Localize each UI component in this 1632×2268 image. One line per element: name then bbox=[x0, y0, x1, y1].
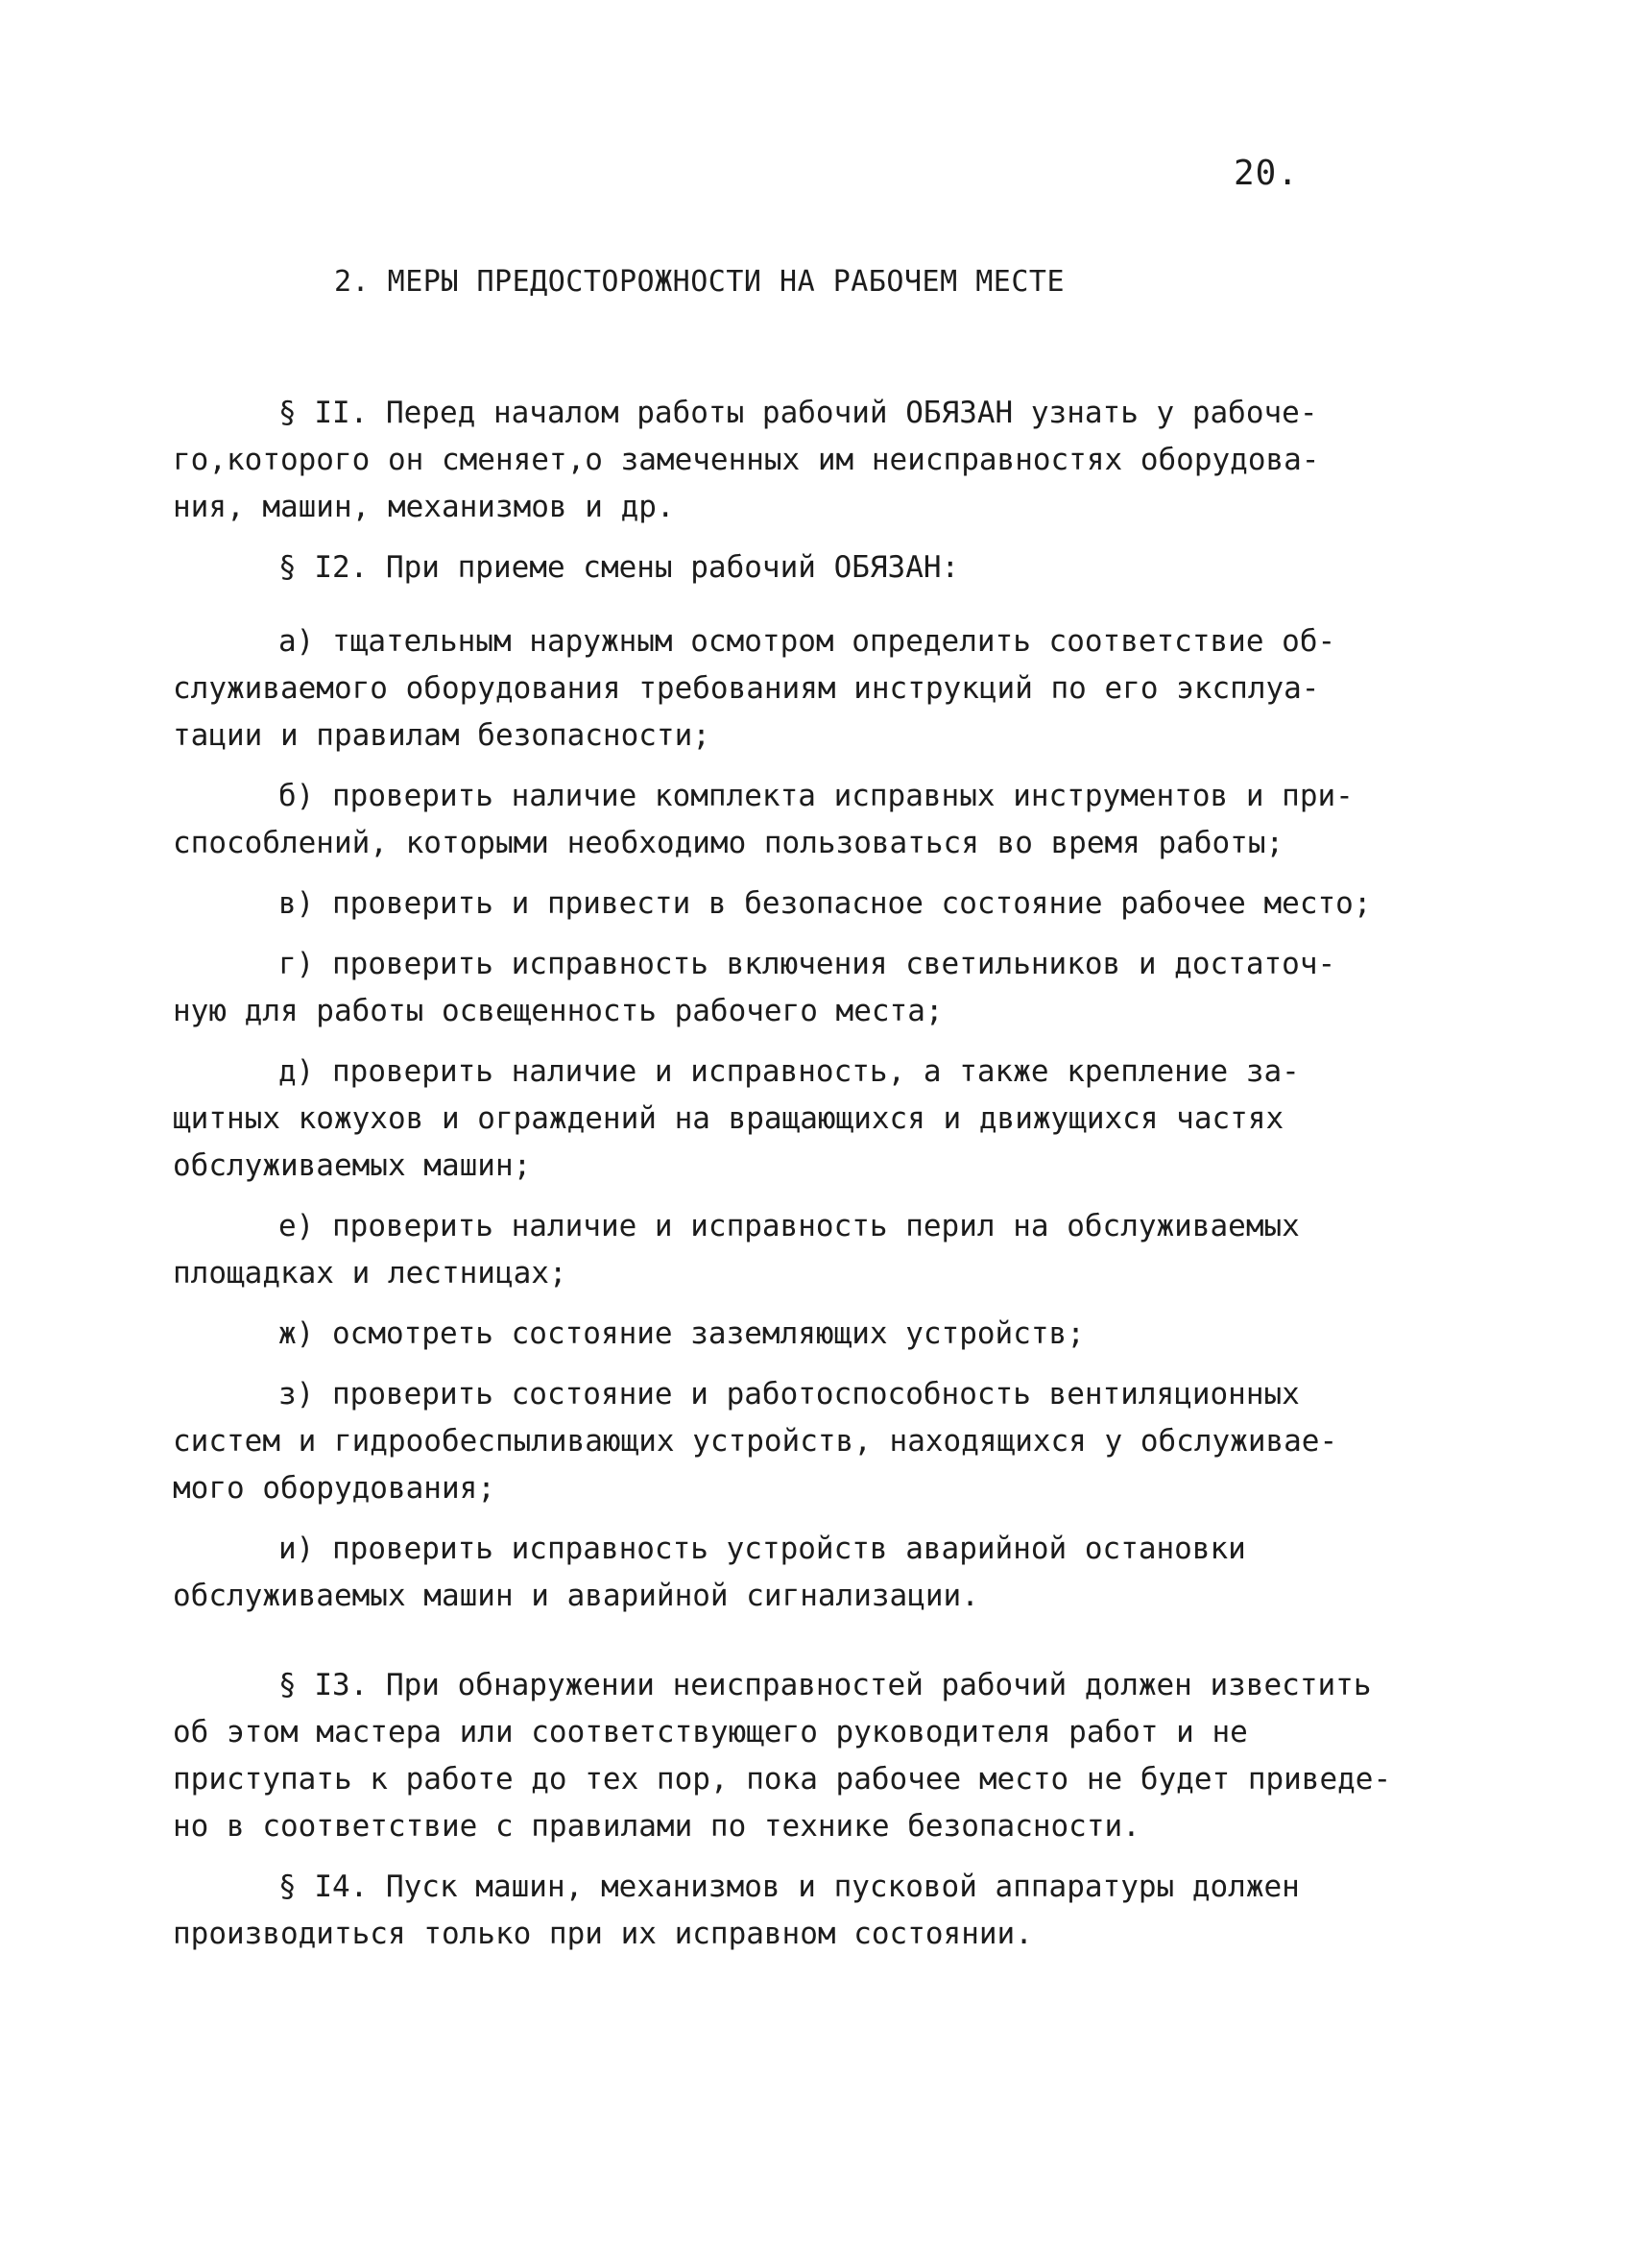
document-body bbox=[173, 390, 1459, 1958]
text-line: з) проверить состояние и работоспособность вентиляционных bbox=[278, 1377, 1300, 1411]
text-line: систем и гидрообеспыливающих устройств, находящихся у обслуживае- bbox=[173, 1424, 1338, 1459]
text-line: обслуживаемых машин и аварийной сигнализации. bbox=[173, 1579, 979, 1613]
list-item-a bbox=[173, 618, 1459, 760]
text-line: д) проверить наличие и исправность, а также крепление за- bbox=[278, 1054, 1300, 1089]
text-line: площадках и лестницах; bbox=[173, 1256, 567, 1291]
text-line: и) проверить исправность устройств аварийной остановки bbox=[278, 1532, 1246, 1566]
text-line: мого оборудования; bbox=[173, 1471, 495, 1506]
text-line: производиться только при их исправном состоянии. bbox=[173, 1917, 1033, 1951]
text-line: щитных кожухов и ограждений на вращающихся и движущихся частях bbox=[173, 1101, 1284, 1136]
list-item-d bbox=[173, 1049, 1459, 1190]
text-line: § I4. Пуск машин, механизмов и пусковой аппаратуры должен bbox=[278, 1870, 1300, 1904]
page-number: 20. bbox=[1234, 154, 1300, 193]
text-line: об этом мастера или соответствующего руководителя работ и не bbox=[173, 1715, 1248, 1749]
text-line: ную для работы освещенность рабочего места; bbox=[173, 994, 944, 1028]
paragraph-13 bbox=[173, 1662, 1459, 1850]
list-item-e bbox=[173, 1203, 1459, 1297]
text-line: в) проверить и привести в безопасное состояние рабочее место; bbox=[278, 886, 1372, 921]
text-line: служиваемого оборудования требованиям инструкций по его эксплуа- bbox=[173, 671, 1320, 706]
text-line: го,которого он сменяет,о замеченных им неисправностях оборудова- bbox=[173, 443, 1320, 477]
text-line: а) тщательным наружным осмотром определить соответствие об- bbox=[278, 624, 1336, 659]
text-line: е) проверить наличие и исправность перил на обслуживаемых bbox=[278, 1209, 1300, 1243]
paragraph-14 bbox=[173, 1864, 1459, 1958]
list-item-zh bbox=[173, 1311, 1459, 1358]
text-line: приступать к работе до тех пор, пока рабочее место не будет приведе- bbox=[173, 1762, 1392, 1797]
list-item-i bbox=[173, 1526, 1459, 1620]
text-line: способлений, которыми необходимо пользоваться во время работы; bbox=[173, 826, 1284, 860]
text-line: ж) осмотреть состояние заземляющих устройств; bbox=[278, 1316, 1085, 1351]
text-line: § I2. При приеме смены рабочий ОБЯЗАН: bbox=[278, 550, 960, 585]
list-item-v bbox=[173, 881, 1459, 928]
section-title: 2. МЕРЫ ПРЕДОСТОРОЖНОСТИ НА РАБОЧЕМ МЕСТЕ bbox=[334, 265, 1066, 299]
paragraph-12 bbox=[173, 544, 1459, 591]
text-line: г) проверить исправность включения светильников и достаточ- bbox=[278, 947, 1336, 981]
list-item-z bbox=[173, 1371, 1459, 1512]
text-line: обслуживаемых машин; bbox=[173, 1148, 532, 1183]
list-item-g bbox=[173, 941, 1459, 1035]
text-line: § II. Перед началом работы рабочий ОБЯЗАН узнать у рабоче- bbox=[278, 396, 1318, 430]
text-line: тации и правилам безопасности; bbox=[173, 718, 710, 753]
list-item-b bbox=[173, 773, 1459, 867]
text-line: § I3. При обнаружении неисправностей рабочий должен известить bbox=[278, 1668, 1372, 1702]
text-line: но в соответствие с правилами по технике безопасности. bbox=[173, 1809, 1140, 1844]
text-line: ния, машин, механизмов и др. bbox=[173, 490, 675, 524]
text-line: б) проверить наличие комплекта исправных инструментов и при- bbox=[278, 779, 1354, 813]
paragraph-11 bbox=[173, 390, 1459, 531]
